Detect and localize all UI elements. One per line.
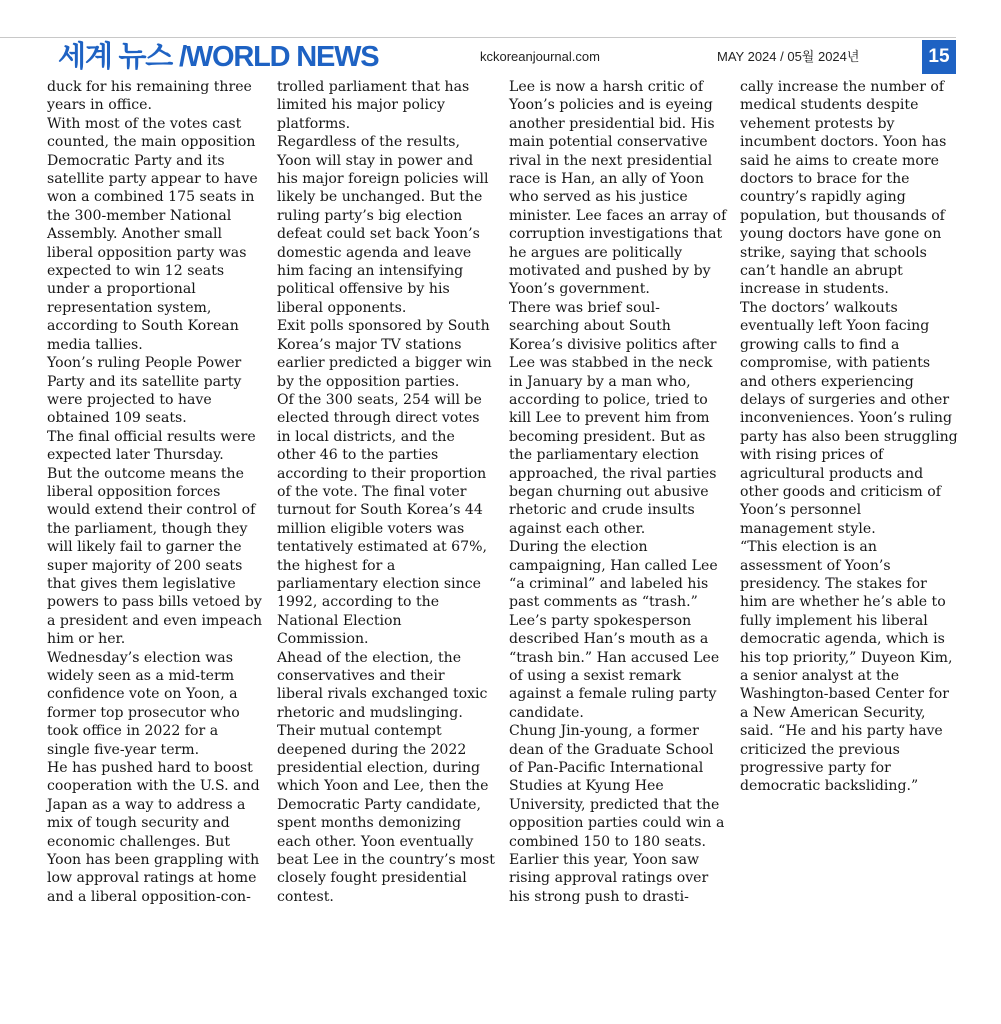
article-column-4 — [740, 78, 958, 796]
paragraph: cally increase the number of medical students despite vehement protests by incumbent doctors. Yoon has said he aims to create more doctors to brace for the country’s rapidly aging population, but thousands of young doctors have gone on strike, saying that schools can’t handle an abrupt increase in students. — [740, 79, 947, 298]
page-header — [0, 37, 1001, 77]
paragraph: Exit polls sponsored by South Korea’s major TV stations earlier predicted a bigger win by the opposition parties. — [277, 318, 492, 390]
paragraph: Yoon’s ruling People Power Party and its satellite party were projected to have obtained 109 seats. — [47, 355, 242, 427]
paragraph: He has pushed hard to boost cooperation with the U.S. and Japan as a way to address a mix of tough security and economic challenges. But Yoon has been grappling with low approval ratings at home and a liberal opposition-con- — [47, 760, 260, 905]
page-number: 15 — [922, 40, 956, 74]
paragraph: There was brief soul-searching about South Korea’s divisive politics after Lee was stabbed in the neck in January by a man who, according to police, tried to kill Lee to prevent him from becoming president. But as the parliamentary election approached, the rival parties began churning out abusive rhetoric and crude insults against each other. — [509, 299, 717, 537]
paragraph: trolled parliament that has limited his major policy platforms. — [277, 79, 470, 132]
website-url: kckoreanjournal.com — [480, 49, 600, 64]
paragraph: The final official results were expected later Thursday. — [47, 428, 256, 464]
paragraph: Wednesday’s election was widely seen as a mid-term confidence vote on Yoon, a former top prosecutor who took office in 2022 for a single five-year term. — [47, 649, 240, 758]
issue-date: MAY 2024 / 05월 2024년 — [717, 49, 860, 64]
paragraph: But the outcome means the liberal opposition forces would extend their control of the parliament, though they will likely fail to garner the super majority of 200 seats that gives them legislative powers to pass bills vetoed by a president and even impeach him or her. — [47, 465, 263, 648]
paragraph: “This election is an assessment of Yoon’s presidency. The stakes for him are whether he’s able to fully implement his liberal democratic agenda, which is his top priority,” Duyeon Kim, a senior analyst at the Washington-based Center for a New American Security, said. “He and his party have criticized the previous progressive party for democratic backsliding.” — [740, 539, 953, 795]
article-column-2 — [277, 78, 495, 906]
paragraph: With most of the votes cast counted, the main opposition Democratic Party and its satellite party appear to have won a combined 175 seats in the 300-member National Assembly. Another small liberal opposition party was expected to win 12 seats under a proportional representation system, according to South Korean media tallies. — [47, 115, 258, 353]
paragraph: Earlier this year, Yoon saw rising approval ratings over his strong push to drasti- — [509, 852, 709, 905]
paragraph: During the election campaigning, Han called Lee “a criminal” and labeled his past comments as “trash.” Lee’s party spokesperson described Han’s mouth as a “trash bin.” Han accused Lee of using a sexist remark against a female ruling party candidate. — [509, 539, 720, 721]
paragraph: Regardless of the results, Yoon will stay in power and his major foreign policies will likely be unchanged. But the ruling party’s big election defeat could set back Yoon’s domestic agenda and leave him facing an intensifying political offensive by his liberal opponents. — [277, 134, 489, 316]
paragraph: Of the 300 seats, 254 will be elected through direct votes in local districts, and the other 46 to the parties according to their proportion of the vote. The final voter turnout for South Korea’s 44 million eligible voters was tentatively estimated at 67%, the highest for a parliamentary election since 1992, according to the National Election Commission. — [277, 391, 487, 648]
paragraph: Chung Jin-young, a former dean of the Graduate School of Pan-Pacific International Studies at Kyung Hee University, predicted that the opposition parties could win a combined 150 to 180 seats. — [509, 723, 725, 850]
paragraph: duck for his remaining three years in office. — [47, 79, 252, 114]
article-column-1 — [47, 78, 265, 906]
section-title: 세계 뉴스 /WORLD NEWS — [58, 41, 379, 73]
paragraph: Lee is now a harsh critic of Yoon’s policies and is eyeing another presidential bid. His main potential conservative rival in the next presidential race is Han, an ally of Yoon who served as his justice minister. Lee faces an array of corruption investigations that he argues are politically motivated and pushed by by Yoon’s government. — [509, 79, 727, 298]
paragraph: Ahead of the election, the conservatives and their liberal rivals exchanged toxic rhetoric and mudslinging. Their mutual contempt deepened during the 2022 presidential election, during which Yoon and Lee, then the Democratic Party candidate, spent months demonizing each other. Yoon eventually beat Lee in the country’s most closely fought presidential contest. — [277, 649, 495, 905]
header-rule — [0, 37, 956, 38]
article-column-3 — [509, 78, 727, 906]
paragraph: The doctors’ walkouts eventually left Yoon facing growing calls to find a compromise, with patients and others experiencing delays of surgeries and other inconveniences. Yoon’s ruling party has also been struggling with rising prices of agricultural products and other goods and criticism of Yoon’s personnel management style. — [740, 299, 958, 537]
